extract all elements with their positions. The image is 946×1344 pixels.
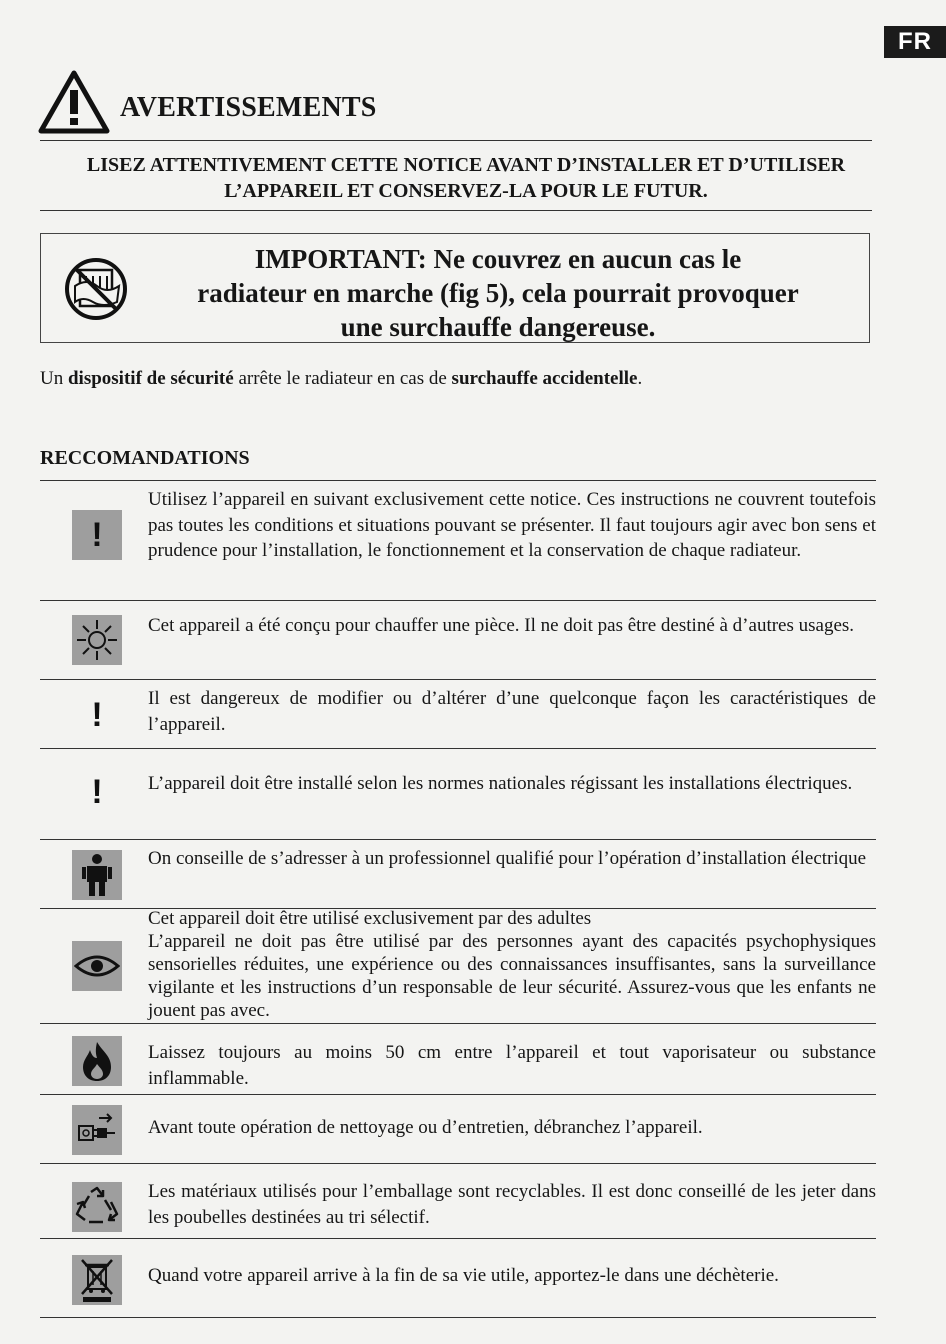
crossed-bin-icon [72,1255,122,1305]
language-tab: FR [884,26,946,58]
divider [40,140,872,141]
flame-icon [72,1036,122,1086]
recommendations-title: RECCOMANDATIONS [40,447,250,469]
recommendation-item: Cet appareil a été conçu pour chauffer une pièce. Il ne doit pas être destiné à d’autres usages. [40,601,876,680]
eye-icon [72,941,122,991]
warnings-title: AVERTISSEMENTS [120,92,377,123]
warnings-header [38,70,377,134]
exclamation-icon: ! [91,773,103,811]
recommendation-item: ! Utilisez l’appareil en suivant exclusivement cette notice. Ces instructions ne couvrent toutefois pas toutes les conditions et situations pouvant se présenter. Il faut toujours agir avec bon sens et prudence pour l’installation, le fonctionnement et la conservation de chaque radiateur. [40,482,876,601]
recommendation-item: Laissez toujours au moins 50 cm entre l’appareil et tout vaporisateur ou substance inflammable. [40,1024,876,1095]
recommendation-item: Quand votre appareil arrive à la fin de sa vie utile, apportez-le dans une déchèterie. [40,1239,876,1318]
important-notice-box [40,233,870,343]
safety-device-note: Un dispositif de sécurité arrête le radiateur en cas de surchauffe accidentelle. [40,368,643,389]
warning-triangle-icon [38,70,110,134]
warnings-subtitle: LISEZ ATTENTIVEMENT CETTE NOTICE AVANT D’INSTALLER ET D’UTILISER L’APPAREIL ET CONSERVEZ-LA POUR LE FUTUR. [86,154,846,202]
sun-icon [72,615,122,665]
recommendation-item: Avant toute opération de nettoyage ou d’entretien, débranchez l’appareil. [40,1095,876,1164]
divider [40,480,876,481]
do-not-cover-icon [63,256,129,322]
divider [40,210,872,211]
recommendation-item: Les matériaux utilisés pour l’emballage sont recyclables. Il est donc conseillé de les jeter dans les poubelles destinées au tri sélectif. [40,1164,876,1239]
person-icon [72,850,122,900]
unplug-icon [72,1105,122,1155]
recommendation-item: ! L’appareil doit être installé selon les normes nationales régissant les installations électriques. [40,749,876,840]
recommendation-item: ! Il est dangereux de modifier ou d’altérer d’une quelconque façon les caractéristiques de l’appareil. [40,680,876,749]
recommendation-item: On conseille de s’adresser à un professionnel qualifié pour l’opération d’installation électrique [40,840,876,909]
recommendation-item: Cet appareil doit être utilisé exclusivement par des adultes L’appareil ne doit pas être utilisé par des personnes ayant des capacités psychophysiques sensorielles réduites, une expérience ou des connaissances insuffisantes, sans la surveillance vigilante et les instructions d’un responsable de leur sécurité. Assurez-vous que les enfants ne jouent pas avec. [40,909,876,1024]
exclamation-icon: ! [91,696,103,734]
important-notice-text: IMPORTANT: Ne couvrez en aucun cas le radiateur en marche (fig 5), cela pourrait provoquer une surchauffe dangereuse. [197,244,799,342]
recycle-icon [72,1182,122,1232]
exclamation-icon: ! [72,510,122,560]
